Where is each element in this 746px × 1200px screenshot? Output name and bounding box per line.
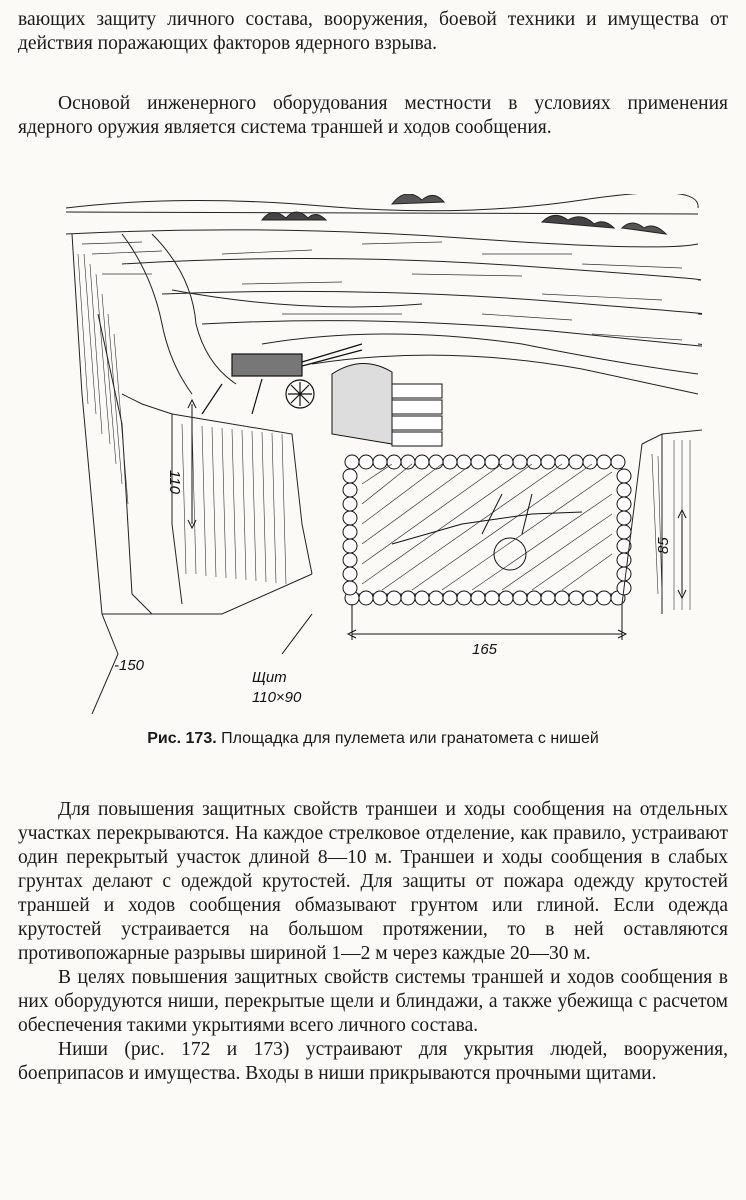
text-paragraph: Ниши (рис. 172 и 173) устраивают для укрытия людей, вооружения, боеприпасов и имущества. Входы в ниши прикрываются прочными щитами. <box>18 1039 728 1084</box>
landscape-background <box>66 194 702 394</box>
paragraph-continuation <box>18 8 728 56</box>
dimension-110-label: 110 <box>166 470 183 494</box>
shield-label: Щит <box>252 669 287 686</box>
text-paragraph: Для повышения защитных свойств траншеи и ходы сообщения на отдельных участках перекрываются. На каждое стрелковое отделение, как правило, устраивают один перекрытый участок длиной 8—10 м. Траншеи и ходы сообщения в слабых грунтах делают с одеждой крутостей. Для защиты от пожара одежду крутостей траншей и ходов сообщения обмазывают грунтом или глиной. Если одежда крутостей устраивается на большом протяжении, то в ней оставляются противопожарные разрывы шириной 1—2 м через каждые 20—30 м. <box>18 799 728 964</box>
text-paragraph: вающих защиту личного состава, вооружения, боевой техники и имущества от действия поражающих факторов ядерного взрыва. <box>18 9 728 54</box>
text-paragraph: Основой инженерного оборудования местности в условиях применения ядерного оружия является система траншей и ходов сообщения. <box>18 93 728 138</box>
body-text <box>18 798 728 1086</box>
niche-log-frame <box>343 455 631 605</box>
dimension-165-label: 165 <box>472 641 498 658</box>
caption-number: Рис. 173. <box>147 730 217 747</box>
shield-stack <box>332 363 442 446</box>
figure-173-illustration <box>62 194 702 714</box>
paragraph-basis <box>18 92 728 140</box>
text-paragraph: В целях повышения защитных свойств системы траншей и ходов сообщения в них оборудуются ниши, перекрытые щели и блиндажи, а также убежища с расчетом обеспечения такими укрытиями всего личного состава. <box>18 967 728 1036</box>
dimension-85-label: 85 <box>655 537 672 554</box>
caption-text: Площадка для пулемета или гранатомета с нишей <box>221 730 599 747</box>
dimension-minus-150-label: -150 <box>114 657 145 674</box>
trench-niche-drawing <box>62 194 702 714</box>
figure-caption <box>18 730 728 748</box>
shield-size-label: 110×90 <box>252 689 302 706</box>
